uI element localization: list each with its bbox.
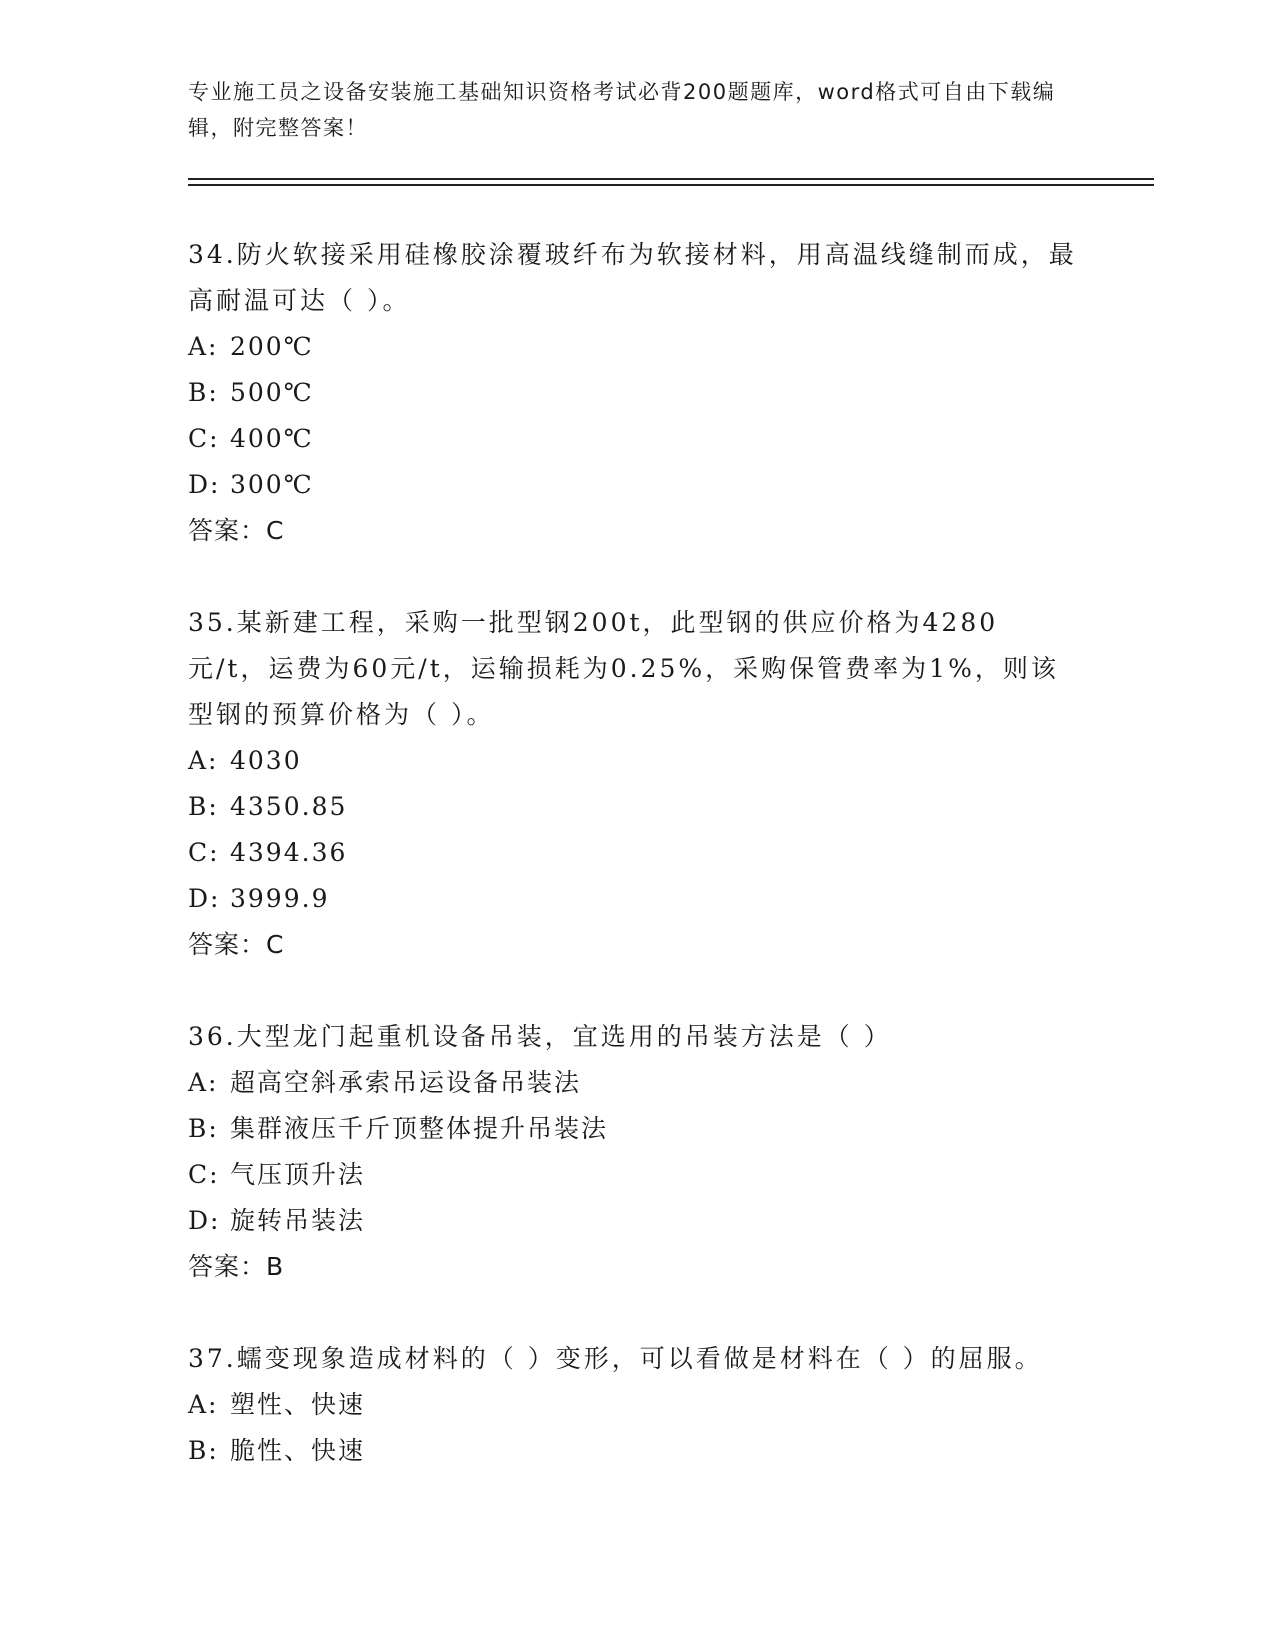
question-37 — [188, 1336, 1078, 1474]
question-36 — [188, 1014, 1078, 1290]
question-list — [188, 232, 1078, 1520]
header-rule-top — [188, 178, 1154, 180]
option-text: 4394.36 — [230, 838, 348, 867]
option-key: D: — [188, 1206, 221, 1235]
option-key: B: — [188, 792, 219, 821]
option-b — [188, 784, 1078, 830]
option-text: 4350.85 — [230, 792, 348, 821]
option-text: 300℃ — [230, 470, 314, 499]
option-text: 塑性、快速 — [230, 1390, 366, 1419]
option-text: 3999.9 — [230, 884, 330, 913]
option-text: 超高空斜承索吊运设备吊装法 — [230, 1068, 582, 1097]
answer-line: 答案：C — [188, 516, 285, 545]
option-key: C: — [188, 1160, 220, 1189]
option-key: A: — [188, 1390, 219, 1419]
option-b — [188, 1106, 1078, 1152]
option-c — [188, 416, 1078, 462]
option-key: A: — [188, 332, 219, 361]
header-title: 专业施工员之设备安装施工基础知识资格考试必背200题题库，word格式可自由下载编辑，附完整答案！ — [188, 80, 1056, 140]
answer-line: 答案：B — [188, 1252, 285, 1281]
option-key: C: — [188, 838, 220, 867]
question-stem: 36.大型龙门起重机设备吊装，宜选用的吊装方法是（ ） — [188, 1022, 892, 1051]
option-text: 集群液压千斤顶整体提升吊装法 — [230, 1114, 609, 1143]
option-text: 气压顶升法 — [230, 1160, 366, 1189]
header-rule-bottom — [188, 184, 1154, 186]
option-key: A: — [188, 746, 219, 775]
option-text: 旋转吊装法 — [230, 1206, 366, 1235]
question-stem: 34.防火软接采用硅橡胶涂覆玻纤布为软接材料，用高温线缝制而成，最高耐温可达（ ）。 — [188, 240, 1077, 315]
option-a — [188, 1060, 1078, 1106]
option-a — [188, 1382, 1078, 1428]
option-d — [188, 1198, 1078, 1244]
option-a — [188, 738, 1078, 784]
option-key: B: — [188, 1436, 219, 1465]
option-key: B: — [188, 1114, 219, 1143]
question-stem: 37.蠕变现象造成材料的（ ）变形，可以看做是材料在（ ）的屈服。 — [188, 1344, 1043, 1373]
question-34 — [188, 232, 1078, 554]
option-d — [188, 876, 1078, 922]
option-text: 脆性、快速 — [230, 1436, 366, 1465]
question-stem: 35.某新建工程，采购一批型钢200t，此型钢的供应价格为4280元/t，运费为60元/t，运输损耗为0.25%，采购保管费率为1%，则该型钢的预算价格为（ ）。 — [188, 608, 1059, 729]
option-c — [188, 1152, 1078, 1198]
option-c — [188, 830, 1078, 876]
option-b — [188, 370, 1078, 416]
option-text: 400℃ — [230, 424, 314, 453]
question-35 — [188, 600, 1078, 968]
option-text: 500℃ — [230, 378, 314, 407]
option-a — [188, 324, 1078, 370]
document-header — [188, 74, 1068, 146]
option-text: 200℃ — [230, 332, 314, 361]
option-b — [188, 1428, 1078, 1474]
option-text: 4030 — [230, 746, 302, 775]
option-key: D: — [188, 470, 221, 499]
answer-line: 答案：C — [188, 930, 285, 959]
option-key: C: — [188, 424, 220, 453]
option-d — [188, 462, 1078, 508]
option-key: D: — [188, 884, 221, 913]
option-key: B: — [188, 378, 219, 407]
option-key: A: — [188, 1068, 219, 1097]
